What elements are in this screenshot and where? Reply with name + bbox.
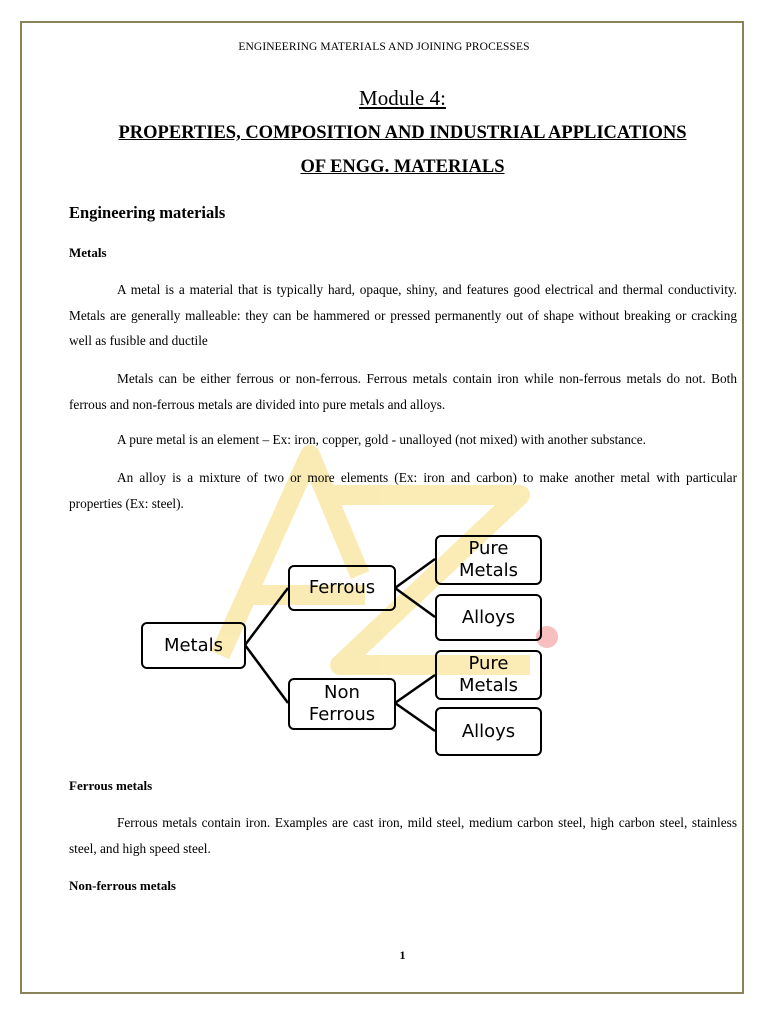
- node-alloys-label: Alloys: [461, 606, 516, 628]
- main-title-line2: OF ENGG. MATERIALS: [300, 157, 505, 177]
- paragraph-pure-metal: A pure metal is an element – Ex: iron, copper, gold - unalloyed (not mixed) with another substance.: [117, 432, 646, 447]
- node-alloys-label: Alloys: [461, 720, 516, 742]
- node-pure-label-2: Metals: [458, 560, 519, 581]
- node-ferrous-alloys: [435, 594, 542, 641]
- paragraph-metal-definition: A metal is a material that is typically hard, opaque, shiny, and features good electrical and thermal conductivity. Metals are generally malleable: they can be hammered or pressed permanently out of shape without breaking or cracking well as fusible and ductile: [69, 282, 737, 348]
- paragraph-ferrous-metals: Ferrous metals contain iron. Examples are cast iron, mild steel, medium carbon steel, high carbon steel, stainless steel, and high speed steel.: [69, 815, 737, 856]
- node-ferrous: [288, 565, 396, 611]
- node-pure-label-2: Metals: [458, 675, 519, 696]
- node-non-ferrous: [288, 678, 396, 730]
- ferrous-metals-heading: Ferrous metals: [69, 778, 153, 793]
- node-non-ferrous-pure-metals: [435, 650, 542, 700]
- node-metals: [141, 622, 246, 669]
- running-header: ENGINEERING MATERIALS AND JOINING PROCESSES: [238, 41, 530, 53]
- node-pure-label-1: Pure: [468, 538, 509, 559]
- main-title-line1: PROPERTIES, COMPOSITION AND INDUSTRIAL APPLICATIONS: [118, 123, 687, 143]
- node-ferrous-label: Ferrous: [308, 577, 376, 598]
- paragraph-ferrous-nonferrous: Metals can be either ferrous or non-ferrous. Ferrous metals contain iron while non-ferrous metals do not. Both ferrous and non-ferrous metals are divided into pure metals and alloys.: [69, 371, 737, 412]
- node-pure-label-1: Pure: [468, 653, 509, 674]
- metals-classification-diagram: [135, 533, 545, 759]
- metals-heading: Metals: [69, 245, 107, 260]
- node-non-ferrous-alloys: [435, 707, 542, 756]
- module-title: Module 4:: [359, 86, 446, 110]
- paragraph-alloy: An alloy is a mixture of two or more elements (Ex: iron and carbon) to make another metal with particular properties (Ex: steel).: [69, 470, 737, 511]
- node-non-ferrous-label-1: Non: [324, 682, 360, 703]
- non-ferrous-metals-heading: Non-ferrous metals: [69, 878, 176, 893]
- section-heading: Engineering materials: [69, 203, 226, 222]
- node-ferrous-pure-metals: [435, 535, 542, 585]
- node-metals-label: Metals: [163, 634, 224, 656]
- page-number: 1: [399, 948, 406, 962]
- node-non-ferrous-label-2: Ferrous: [308, 704, 376, 725]
